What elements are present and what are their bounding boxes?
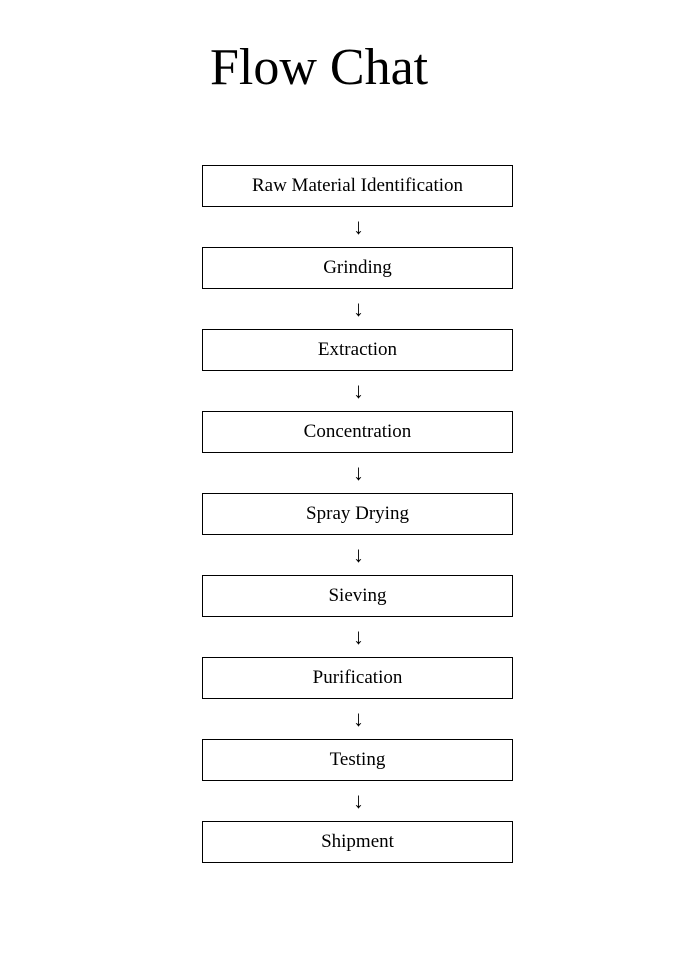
- step-sieving: Sieving: [202, 575, 513, 617]
- down-arrow-icon: ↓: [353, 214, 364, 239]
- step-extraction: Extraction: [202, 329, 513, 371]
- down-arrow-icon: ↓: [353, 296, 364, 321]
- flow-chart: [202, 165, 513, 863]
- step-grinding: Grinding: [202, 247, 513, 289]
- down-arrow-icon: ↓: [353, 378, 364, 403]
- step-purification: Purification: [202, 657, 513, 699]
- down-arrow-icon: ↓: [353, 788, 364, 813]
- step-shipment: Shipment: [202, 821, 513, 863]
- step-raw-material-identification: Raw Material Identification: [202, 165, 513, 207]
- down-arrow-icon: ↓: [353, 542, 364, 567]
- down-arrow-icon: ↓: [353, 706, 364, 731]
- down-arrow-icon: ↓: [353, 460, 364, 485]
- page-title: Flow Chat: [210, 39, 429, 96]
- step-testing: Testing: [202, 739, 513, 781]
- step-concentration: Concentration: [202, 411, 513, 453]
- down-arrow-icon: ↓: [353, 624, 364, 649]
- step-spray-drying: Spray Drying: [202, 493, 513, 535]
